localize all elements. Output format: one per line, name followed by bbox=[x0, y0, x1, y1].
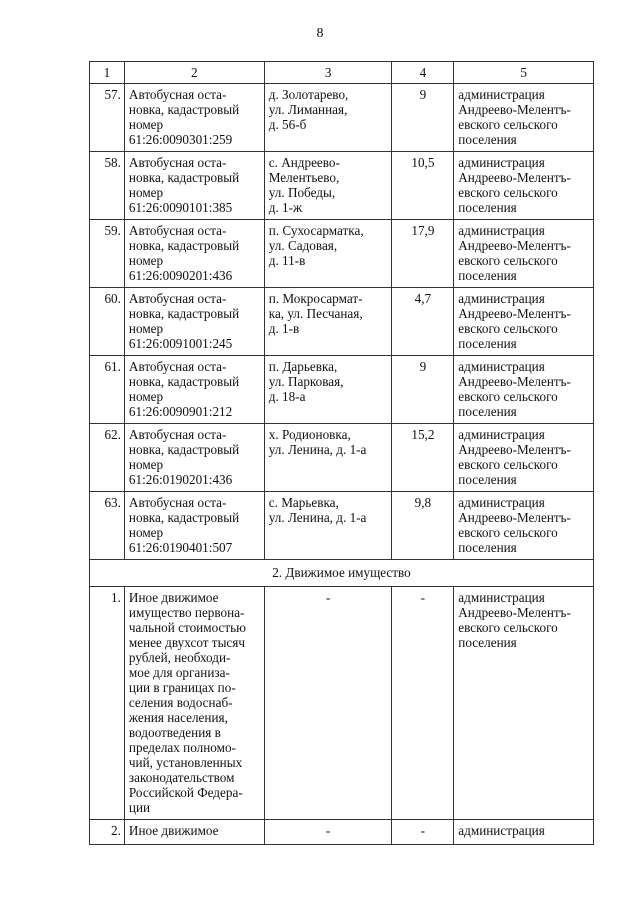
object-name-cell bbox=[124, 84, 264, 152]
owner-cell bbox=[454, 84, 594, 152]
column-header-3: 3 bbox=[264, 62, 392, 84]
row-number: 58. bbox=[90, 152, 125, 220]
object-name-cell bbox=[124, 424, 264, 492]
section-title: 2. Движимое имущество bbox=[90, 560, 594, 587]
owner-cell-line: Андреево-Мелентъ- bbox=[458, 170, 571, 185]
owner-cell-line: администрация bbox=[458, 495, 545, 510]
owner-cell-line: администрация bbox=[458, 359, 545, 374]
object-name-cell-line: номер bbox=[128, 185, 164, 200]
page-number: 8 bbox=[316, 26, 324, 41]
address-cell-line: ул. Ленина, д. 1-а bbox=[268, 442, 367, 457]
object-name-cell-line: 61:26:0090101:385 bbox=[128, 200, 233, 215]
table-row bbox=[90, 820, 594, 845]
address-cell-line: д. 1-в bbox=[268, 321, 300, 336]
owner-cell bbox=[454, 152, 594, 220]
value-cell: 9 bbox=[392, 356, 454, 424]
object-name-cell-line: номер bbox=[128, 457, 164, 472]
object-name-cell-line: новка, кадастровый bbox=[128, 510, 240, 525]
table-row bbox=[90, 84, 594, 152]
value-cell: 9,8 bbox=[392, 492, 454, 560]
owner-cell bbox=[454, 288, 594, 356]
owner-cell-line: Андреево-Мелентъ- bbox=[458, 374, 571, 389]
address-cell bbox=[264, 356, 392, 424]
address-cell-line: ул. Лиманная, bbox=[268, 102, 348, 117]
address-cell bbox=[264, 84, 392, 152]
owner-cell-line: Андреево-Мелентъ- bbox=[458, 102, 571, 117]
object-name-cell-line: менее двухсот тысяч bbox=[128, 635, 245, 650]
object-name-cell-line: номер bbox=[128, 321, 164, 336]
object-name-cell bbox=[124, 587, 264, 820]
object-name-cell-line: 61:26:0190401:507 bbox=[128, 540, 233, 555]
value-cell: 15,2 bbox=[392, 424, 454, 492]
owner-cell bbox=[454, 220, 594, 288]
column-header-2: 2 bbox=[124, 62, 264, 84]
address-cell bbox=[264, 492, 392, 560]
object-name-cell-line: номер bbox=[128, 525, 164, 540]
object-name-cell-line: номер bbox=[128, 117, 164, 132]
value-cell: 4,7 bbox=[392, 288, 454, 356]
object-name-cell-line: Автобусная оста- bbox=[128, 291, 227, 306]
object-name-cell-line: Автобусная оста- bbox=[128, 359, 227, 374]
address-cell-line: п. Дарьевка, bbox=[268, 359, 338, 374]
table-row bbox=[90, 587, 594, 820]
object-name-cell-line: пределах полномо- bbox=[128, 740, 236, 755]
table-row bbox=[90, 152, 594, 220]
owner-cell bbox=[454, 424, 594, 492]
object-name-cell-line: 61:26:0190201:436 bbox=[128, 472, 233, 487]
address-cell-line: ул. Победы, bbox=[268, 185, 336, 200]
column-header-4: 4 bbox=[392, 62, 454, 84]
object-name-cell-line: Автобусная оста- bbox=[128, 427, 227, 442]
object-name-cell-line: Автобусная оста- bbox=[128, 155, 227, 170]
address-cell bbox=[264, 587, 392, 820]
owner-cell-line: евского сельского bbox=[458, 185, 558, 200]
object-name-cell-line: ции в границах по- bbox=[128, 680, 236, 695]
address-cell-line: п. Мокросармат- bbox=[268, 291, 363, 306]
value-cell: - bbox=[392, 587, 454, 820]
owner-cell-line: поселения bbox=[458, 404, 517, 419]
table-row bbox=[90, 424, 594, 492]
object-name-cell-line: 61:26:0090201:436 bbox=[128, 268, 233, 283]
address-cell bbox=[264, 152, 392, 220]
object-name-cell-line: Иное движимое bbox=[128, 823, 219, 838]
address-cell-line: - bbox=[325, 590, 331, 605]
object-name-cell-line: Автобусная оста- bbox=[128, 495, 227, 510]
address-cell-line: д. 1-ж bbox=[268, 200, 303, 215]
address-cell-line: Мелентьево, bbox=[268, 170, 340, 185]
value-cell: 17,9 bbox=[392, 220, 454, 288]
object-name-cell-line: новка, кадастровый bbox=[128, 170, 240, 185]
address-cell-line: д. Золотарево, bbox=[268, 87, 349, 102]
object-name-cell-line: селения водоснаб- bbox=[128, 695, 233, 710]
object-name-cell-line: ции bbox=[128, 800, 151, 815]
owner-cell-line: евского сельского bbox=[458, 253, 558, 268]
address-cell-line: с. Марьевка, bbox=[268, 495, 339, 510]
object-name-cell-line: имущество первона- bbox=[128, 605, 245, 620]
address-cell-line: - bbox=[325, 823, 331, 838]
owner-cell-line: администрация bbox=[458, 155, 545, 170]
object-name-cell-line: рублей, необходи- bbox=[128, 650, 231, 665]
owner-cell-line: администрация bbox=[458, 291, 545, 306]
address-cell-line: п. Сухосарматка, bbox=[268, 223, 364, 238]
owner-cell-line: поселения bbox=[458, 472, 517, 487]
value-cell: - bbox=[392, 820, 454, 845]
object-name-cell-line: 61:26:0091001:245 bbox=[128, 336, 233, 351]
owner-cell-line: поселения bbox=[458, 540, 517, 555]
owner-cell-line: поселения bbox=[458, 200, 517, 215]
address-cell-line: ул. Ленина, д. 1-а bbox=[268, 510, 367, 525]
owner-cell-line: евского сельского bbox=[458, 321, 558, 336]
address-cell-line: х. Родионовка, bbox=[268, 427, 351, 442]
owner-cell-line: администрация bbox=[458, 427, 545, 442]
address-cell-line: д. 18-а bbox=[268, 389, 306, 404]
object-name-cell-line: новка, кадастровый bbox=[128, 238, 240, 253]
owner-cell-line: Андреево-Мелентъ- bbox=[458, 605, 571, 620]
owner-cell-line: евского сельского bbox=[458, 389, 558, 404]
owner-cell-line: Андреево-Мелентъ- bbox=[458, 238, 571, 253]
object-name-cell-line: новка, кадастровый bbox=[128, 102, 240, 117]
owner-cell-line: поселения bbox=[458, 635, 517, 650]
object-name-cell bbox=[124, 820, 264, 845]
owner-cell-line: Андреево-Мелентъ- bbox=[458, 442, 571, 457]
owner-cell-line: администрация bbox=[458, 87, 545, 102]
value-cell: 9 bbox=[392, 84, 454, 152]
object-name-cell-line: Автобусная оста- bbox=[128, 223, 227, 238]
row-number: 63. bbox=[90, 492, 125, 560]
property-register-table bbox=[89, 61, 594, 845]
address-cell bbox=[264, 220, 392, 288]
address-cell-line: д. 11-в bbox=[268, 253, 306, 268]
object-name-cell-line: законодательством bbox=[128, 770, 235, 785]
owner-cell-line: поселения bbox=[458, 132, 517, 147]
table-row bbox=[90, 288, 594, 356]
address-cell-line: д. 56-б bbox=[268, 117, 307, 132]
row-number: 62. bbox=[90, 424, 125, 492]
object-name-cell-line: мое для организа- bbox=[128, 665, 230, 680]
owner-cell-line: Андреево-Мелентъ- bbox=[458, 306, 571, 321]
object-name-cell-line: водоотведения в bbox=[128, 725, 221, 740]
object-name-cell-line: Автобусная оста- bbox=[128, 87, 227, 102]
table-row bbox=[90, 356, 594, 424]
owner-cell bbox=[454, 492, 594, 560]
object-name-cell-line: номер bbox=[128, 389, 164, 404]
row-number: 1. bbox=[90, 587, 125, 820]
object-name-cell-line: Российской Федера- bbox=[128, 785, 243, 800]
object-name-cell-line: Иное движимое bbox=[128, 590, 219, 605]
object-name-cell-line: 61:26:0090901:212 bbox=[128, 404, 233, 419]
object-name-cell bbox=[124, 356, 264, 424]
value-cell: 10,5 bbox=[392, 152, 454, 220]
row-number: 60. bbox=[90, 288, 125, 356]
owner-cell-line: евского сельского bbox=[458, 525, 558, 540]
object-name-cell-line: новка, кадастровый bbox=[128, 442, 240, 457]
table-header-row bbox=[90, 62, 594, 84]
object-name-cell-line: чий, установленных bbox=[128, 755, 243, 770]
object-name-cell-line: номер bbox=[128, 253, 164, 268]
row-number: 2. bbox=[90, 820, 125, 845]
owner-cell-line: Андреево-Мелентъ- bbox=[458, 510, 571, 525]
owner-cell-line: администрация bbox=[458, 223, 545, 238]
owner-cell bbox=[454, 356, 594, 424]
object-name-cell bbox=[124, 152, 264, 220]
address-cell-line: с. Андреево- bbox=[268, 155, 340, 170]
section-row bbox=[90, 560, 594, 587]
address-cell bbox=[264, 820, 392, 845]
table-row bbox=[90, 492, 594, 560]
owner-cell bbox=[454, 587, 594, 820]
address-cell bbox=[264, 424, 392, 492]
object-name-cell-line: чальной стоимостью bbox=[128, 620, 246, 635]
object-name-cell bbox=[124, 288, 264, 356]
owner-cell-line: поселения bbox=[458, 268, 517, 283]
owner-cell-line: евского сельского bbox=[458, 457, 558, 472]
object-name-cell-line: 61:26:0090301:259 bbox=[128, 132, 233, 147]
owner-cell bbox=[454, 820, 594, 845]
row-number: 61. bbox=[90, 356, 125, 424]
object-name-cell bbox=[124, 492, 264, 560]
row-number: 57. bbox=[90, 84, 125, 152]
address-cell-line: ул. Парковая, bbox=[268, 374, 344, 389]
owner-cell-line: евского сельского bbox=[458, 117, 558, 132]
table-row bbox=[90, 220, 594, 288]
object-name-cell-line: новка, кадастровый bbox=[128, 374, 240, 389]
object-name-cell-line: жения населения, bbox=[128, 710, 228, 725]
address-cell-line: ул. Садовая, bbox=[268, 238, 338, 253]
owner-cell-line: администрация bbox=[458, 590, 545, 605]
column-header-1: 1 bbox=[90, 62, 125, 84]
object-name-cell-line: новка, кадастровый bbox=[128, 306, 240, 321]
row-number: 59. bbox=[90, 220, 125, 288]
owner-cell-line: поселения bbox=[458, 336, 517, 351]
address-cell-line: ка, ул. Песчаная, bbox=[268, 306, 363, 321]
owner-cell-line: евского сельского bbox=[458, 620, 558, 635]
owner-cell-line: администрация bbox=[458, 823, 545, 838]
object-name-cell bbox=[124, 220, 264, 288]
column-header-5: 5 bbox=[454, 62, 594, 84]
address-cell bbox=[264, 288, 392, 356]
